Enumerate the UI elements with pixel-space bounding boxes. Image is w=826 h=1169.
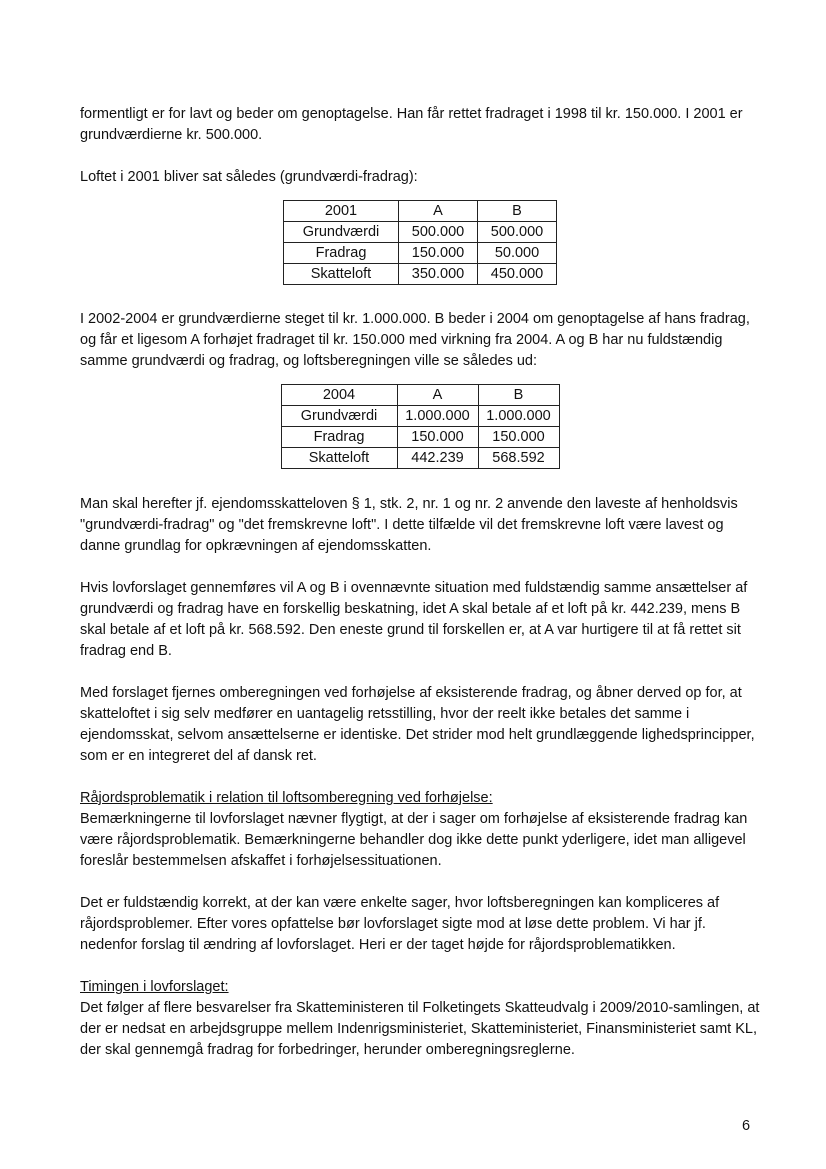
paragraph-7: Bemærkningerne til lovforslaget nævner flygtigt, at der i sager om forhøjelse af eksisterende fradrag kan være råjordsproblematik. Bemærkningerne behandler dog ikke dette punkt yderligere, idet man alligevel foreslår bestemmelsen afskaffet i forhøjelsessituationen.: [80, 811, 748, 869]
paragraph-3: I 2002-2004 er grundværdierne steget til kr. 1.000.000. B beder i 2004 om genoptagelse af hans fradrag, og får et ligesom A forhøjet fradraget til kr. 150.000 med virkning fra 2004. A og B har nu fuldstændig samme grundværdi og fradrag, og loftsberegningen ville se således ud:: [80, 311, 750, 369]
table-cell: 568.592: [478, 448, 559, 469]
table-row: [284, 201, 557, 222]
page-number: 6: [742, 1118, 751, 1134]
table-header-cell: B: [478, 385, 559, 406]
paragraph-5: Hvis lovforslaget gennemføres vil A og B i ovennævnte situation med fuldstændig samme ansættelser af grundværdi og fradrag have en forskellig beskatning, idet A skal betale af et loft på kr. 442.239, mens B skal betale af et loft på kr. 568.592. Den eneste grund til forskellen er, at A var hurtigere til at få rettet sit fradrag end B.: [80, 580, 748, 659]
table-cell: 500.000: [399, 222, 478, 243]
paragraph-9: Det følger af flere besvarelser fra Skatteministeren til Folketingets Skatteudvalg i 2009/2010-samlingen, at der er nedsat en arbejdsgruppe mellem Indenrigsministeriet, Skatteministeriet, Finansministeriet samt KL, der skal gennemgå fradrag for forbedringer, herunder omberegningsreglerne.: [80, 1000, 760, 1058]
table-header-cell: B: [478, 201, 557, 222]
table-row: [281, 385, 559, 406]
table-cell: 442.239: [397, 448, 478, 469]
table-row: [281, 448, 559, 469]
table-header-cell: A: [399, 201, 478, 222]
table-2004: [281, 384, 560, 469]
table-cell: Fradrag: [281, 427, 397, 448]
table-row: [284, 243, 557, 264]
table-cell: 450.000: [478, 264, 557, 285]
table-header-cell: 2001: [284, 201, 399, 222]
table-cell: Skatteloft: [281, 448, 397, 469]
table-cell: 50.000: [478, 243, 557, 264]
table-cell: 500.000: [478, 222, 557, 243]
table-cell: Fradrag: [284, 243, 399, 264]
table-cell: 150.000: [397, 427, 478, 448]
table-2001: [283, 200, 557, 285]
table-cell: 150.000: [399, 243, 478, 264]
table-cell: Grundværdi: [284, 222, 399, 243]
paragraph-2: Loftet i 2001 bliver sat således (grundværdi-fradrag):: [80, 169, 418, 185]
table-cell: Skatteloft: [284, 264, 399, 285]
table-cell: Grundværdi: [281, 406, 397, 427]
table-cell: 150.000: [478, 427, 559, 448]
section-heading-raajord: Råjordsproblematik i relation til loftsomberegning ved forhøjelse:: [80, 790, 493, 806]
table-cell: 350.000: [399, 264, 478, 285]
table-row: [281, 406, 559, 427]
paragraph-1: formentligt er for lavt og beder om genoptagelse. Han får rettet fradraget i 1998 til kr. 150.000. I 2001 er grundværdierne kr. 500.000.: [80, 106, 743, 143]
table-row: [284, 264, 557, 285]
table-cell: 1.000.000: [478, 406, 559, 427]
table-row: [284, 222, 557, 243]
paragraph-4: Man skal herefter jf. ejendomsskatteloven § 1, stk. 2, nr. 1 og nr. 2 anvende den laveste af henholdsvis "grundværdi-fradrag" og "det fremskrevne loft". I dette tilfælde vil det fremskrevne loft være lavest og danne grundlag for opkrævningen af ejendomsskatten.: [80, 496, 738, 554]
section-heading-timing: Timingen i lovforslaget:: [80, 979, 229, 995]
table-row: [281, 427, 559, 448]
table-header-cell: A: [397, 385, 478, 406]
paragraph-8: Det er fuldstændig korrekt, at der kan være enkelte sager, hvor loftsberegningen kan kompliceres af råjordsproblemer. Efter vores opfattelse bør lovforslaget sigte mod at løse dette problem. Vi har jf. nedenfor forslag til ændring af lovforslaget. Heri er der taget højde for råjordsproblematikken.: [80, 895, 720, 953]
table-header-cell: 2004: [281, 385, 397, 406]
paragraph-6: Med forslaget fjernes omberegningen ved forhøjelse af eksisterende fradrag, og åbner derved op for, at skatteloftet i sig selv medfører en uantagelig retsstilling, hvor der reelt ikke betales det samme i ejendomsskat, selvom ansættelserne er identiske. Det strider mod helt grundlæggende lighedsprincipper, som er en integreret del af dansk ret.: [80, 685, 755, 764]
document-page: [80, 104, 760, 1061]
table-cell: 1.000.000: [397, 406, 478, 427]
